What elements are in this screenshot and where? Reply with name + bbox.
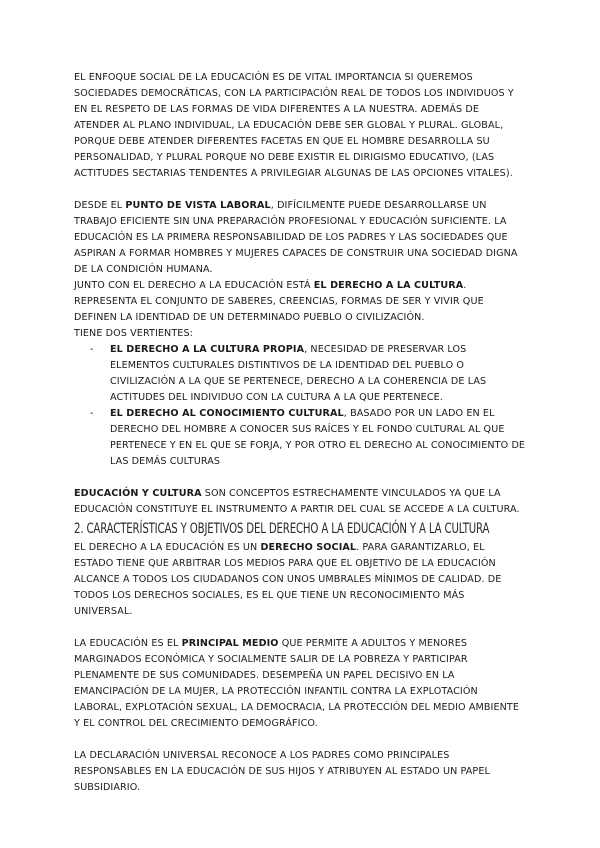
paragraph-text: LA EDUCACIÓN ES EL <box>74 638 182 649</box>
paragraph-text: . PARA GARANTIZARLO, EL ESTADO TIENE QUE ARBITRAR LOS MEDIOS PARA QUE EL OBJETIVO DE LA EDUCACIÓN ALCANCE A TODOS LOS CIUDADANOS CON UNOS UMBRALES MÍNIMOS DE CALIDAD. DE TODOS LOS DERECHOS SOCIALES, ES EL QUE TIENE UN RECONOCIMIENTO MÁS UNIVERSAL. <box>74 542 502 617</box>
document-page <box>74 70 526 796</box>
paragraph-principal-medio <box>74 636 526 732</box>
paragraph-declaracion-universal: LA DECLARACIÓN UNIVERSAL RECONOCE A LOS PADRES COMO PRINCIPALES RESPONSABLES EN LA EDUCACIÓN DE SUS HIJOS Y ATRIBUYEN AL ESTADO UN PAPEL SUBSIDIARIO. <box>74 750 490 793</box>
spacer <box>74 620 526 636</box>
paragraph-derecho-cultura <box>74 278 526 326</box>
spacer <box>74 182 526 198</box>
paragraph-text: . REPRESENTA EL CONJUNTO DE SABERES, CREENCIAS, FORMAS DE SER Y VIVIR QUE DEFINEN LA IDENTIDAD DE UN DETERMINADO PUEBLO O CIVILIZACIÓN. <box>74 280 484 323</box>
paragraph-text: QUE PERMITE A ADULTOS Y MENORES MARGINADOS ECONÓMICA Y SOCIALMENTE SALIR DE LA POBREZA Y PARTICIPAR PLENAMENTE DE SUS COMUNIDADES. DESEMPEÑA UN PAPEL DECISIVO EN LA EMANCIPACIÓN DE LA MUJER, LA PROTECCIÓN INFANTIL CONTRA LA EXPLOTACIÓN LABORAL, EXPLOTACIÓN SEXUAL, LA DEMOCRACIA, LA PROTECCIÓN DEL MEDIO AMBIENTE Y EL CONTROL DEL CRECIMIENTO DEMOGRÁFICO. <box>74 638 520 729</box>
spacer <box>74 732 526 748</box>
paragraph-punto-vista-laboral <box>74 198 526 278</box>
paragraph-educacion-cultura <box>74 486 526 518</box>
paragraph-enfoque-social: EL ENFOQUE SOCIAL DE LA EDUCACIÓN ES DE VITAL IMPORTANCIA SI QUEREMOS SOCIEDADES DEMOCRÁTICAS, CON LA PARTICIPACIÓN REAL DE TODOS LOS INDIVIDUOS Y EN EL RESPETO DE LAS FORMAS DE VIDA DIFERENTES A LA NUESTRA. ADEMÁS DE ATENDER AL PLANO INDIVIDUAL, LA EDUCACIÓN DEBE SER GLOBAL Y PLURAL. GLOBAL, PORQUE DEBE ATENDER DIFERENTES FACETAS EN QUE EL HOMBRE DESARROLLA SU PERSONALIDAD, Y PLURAL PORQUE NO DEBE EXISTIR EL DIRIGISMO EDUCATIVO, (LAS ACTITUDES SECTARIAS TENDENTES A PRIVILEGIAR ALGUNAS DE LAS OPCIONES VITALES). <box>74 72 514 179</box>
bullet-dash: - <box>90 344 94 355</box>
paragraph-text: DESDE EL <box>74 200 126 211</box>
paragraph-text: JUNTO CON EL DERECHO A LA EDUCACIÓN ESTÁ <box>74 280 314 291</box>
paragraph-text: , DIFÍCILMENTE PUEDE DESARROLLARSE UN TRABAJO EFICIENTE SIN UNA PREPARACIÓN PROFESIONAL Y EDUCACIÓN SUFICIENTE. LA EDUCACIÓN ES LA PRIMERA RESPONSABILIDAD DE LOS PADRES Y LAS SOCIEDADES QUE ASPIRAN A FORMAR HOMBRES Y MUJERES CAPACES DE CONSTRUIR UNA SOCIEDAD DIGNA DE LA CONDICIÓN HUMANA. <box>74 200 518 275</box>
bullet-dash: - <box>90 408 94 419</box>
bold-term: DERECHO SOCIAL <box>260 542 357 553</box>
bold-term: PUNTO DE VISTA LABORAL <box>125 200 271 211</box>
paragraph-vertientes: TIENE DOS VERTIENTES: <box>74 328 193 339</box>
bold-term: EL DERECHO A LA CULTURA <box>313 280 464 291</box>
list-item <box>74 342 526 406</box>
list-item-text: , NECESIDAD DE PRESERVAR LOS ELEMENTOS CULTURALES DISTINTIVOS DE LA IDENTIDAD DEL PUEBLO O CIVILIZACIÓN A LA QUE SE PERTENECE, DERECHO A LA COHERENCIA DE LAS ACTITUDES DEL INDIVIDUO CON LA CULTURA A LA QUE PERTENECE. <box>110 344 487 403</box>
paragraph-derecho-social <box>74 540 526 620</box>
bold-term: EL DERECHO AL CONOCIMIENTO CULTURAL <box>110 408 344 419</box>
bold-term: EL DERECHO A LA CULTURA PROPIA <box>110 344 305 355</box>
bold-term: EDUCACIÓN Y CULTURA <box>74 488 202 499</box>
bullet-list <box>74 342 526 470</box>
spacer <box>74 470 526 486</box>
paragraph-text: SON CONCEPTOS ESTRECHAMENTE VINCULADOS YA QUE LA EDUCACIÓN CONSTITUYE EL INSTRUMENTO A PARTIR DEL CUAL SE ACCEDE A LA CULTURA. <box>74 488 520 515</box>
list-item-text: , BASADO POR UN LADO EN EL DERECHO DEL HOMBRE A CONOCER SUS RAÍCES Y EL FONDO CULTURAL AL QUE PERTENECE Y EN EL QUE SE FORJA, Y POR OTRO EL DERECHO AL CONOCIMIENTO DE LAS DEMÁS CULTURAS <box>110 408 526 467</box>
list-item <box>74 406 526 470</box>
paragraph-text: EL DERECHO A LA EDUCACIÓN ES UN <box>74 542 261 553</box>
section-heading: 2. CARACTERÍSTICAS Y OBJETIVOS DEL DERECHO A LA EDUCACIÓN Y A LA CULTURA <box>74 521 490 537</box>
bold-term: PRINCIPAL MEDIO <box>181 638 279 649</box>
